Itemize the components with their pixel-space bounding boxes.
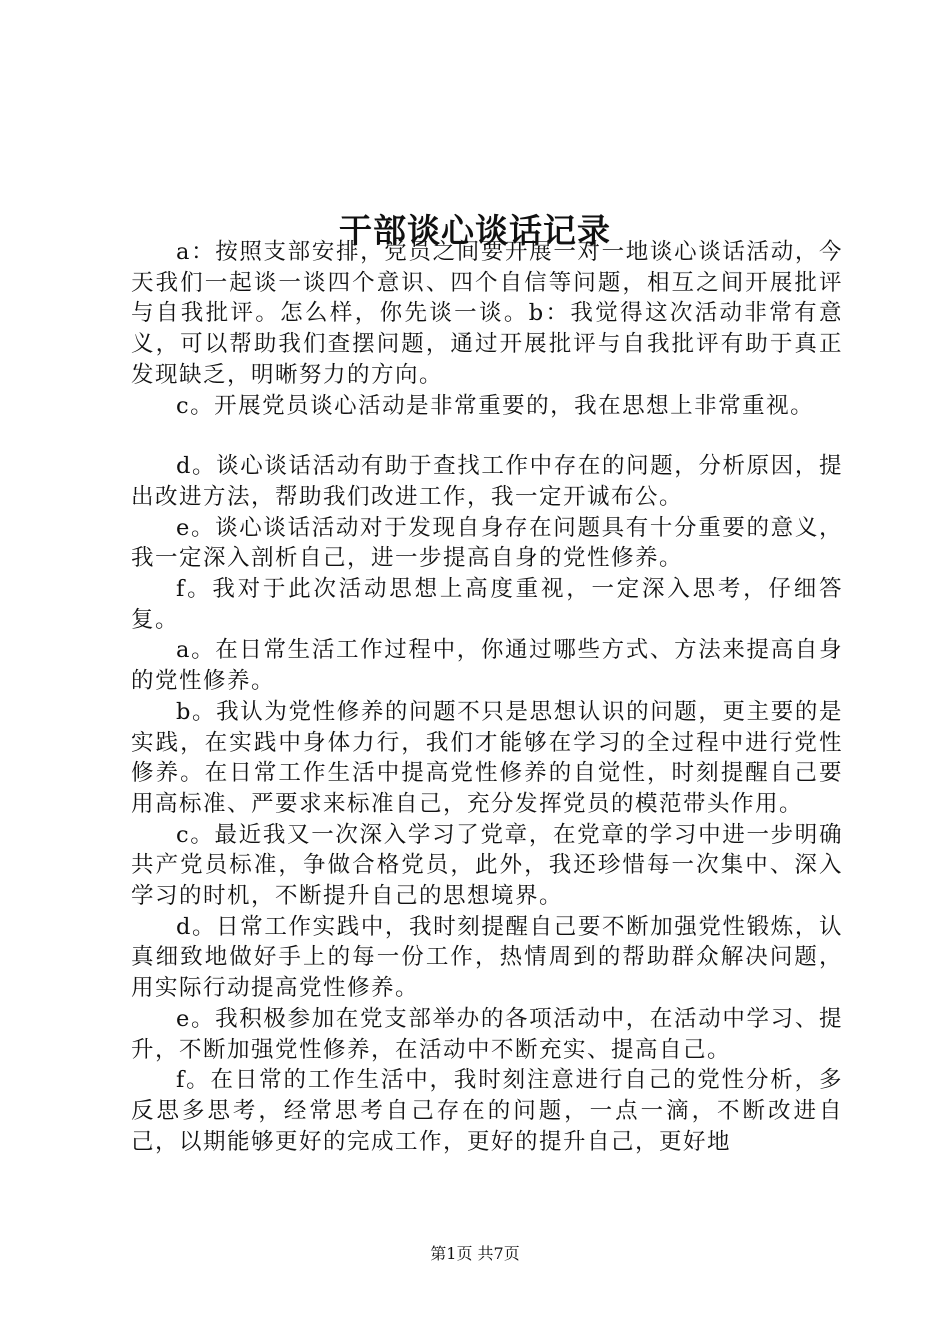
paragraph: e。谈心谈话活动对于发现自身存在问题具有十分重要的意义，我一定深入剖析自己，进一步提高自身的党性修养。 — [131, 514, 843, 572]
paragraph: c。最近我又一次深入学习了党章，在党章的学习中进一步明确共产党员标准，争做合格党员，此外，我还珍惜每一次集中、深入学习的时机，不断提升自己的思想境界。 — [131, 821, 843, 910]
paragraph: f。在日常的工作生活中，我时刻注意进行自己的党性分析，多反思多思考，经常思考自己存在的问题，一点一滴，不断改进自己，以期能够更好的完成工作，更好的提升自己，更好地 — [131, 1067, 843, 1155]
paragraph: d。日常工作实践中，我时刻提醒自己要不断加强党性锻炼，认真细致地做好手上的每一份工作，热情周到的帮助群众解决问题，用实际行动提高党性修养。 — [131, 913, 843, 1002]
document-title: 干部谈心谈话记录 — [339, 211, 611, 251]
paragraph: e。我积极参加在党支部举办的各项活动中，在活动中学习、提升，不断加强党性修养，在活动中不断充实、提高自己。 — [131, 1005, 843, 1063]
page-number: 第1页 共7页 — [430, 1244, 520, 1263]
document-body — [131, 237, 843, 1157]
paragraph: a：按照支部安排，党员之间要开展一对一地谈心谈话活动，今天我们一起谈一谈四个意识、四个自信等问题，相互之间开展批评与自我批评。怎么样，你先谈一谈。b：我觉得这次活动非常有意义，可以帮助我们查摆问题，通过开展批评与自我批评有助于真正发现缺乏，明晰努力的方向。 — [131, 239, 843, 388]
paragraph: f。我对于此次活动思想上高度重视，一定深入思考，仔细答复。 — [131, 576, 843, 633]
paragraph: a。在日常生活工作过程中，你通过哪些方式、方法来提高自身的党性修养。 — [131, 637, 843, 695]
paragraph: c。开展党员谈心活动是非常重要的，我在思想上非常重视。 — [176, 392, 815, 419]
paragraph: d。谈心谈话活动有助于查找工作中存在的问题，分析原因，提出改进方法，帮助我们改进工作，我一定开诚布公。 — [131, 453, 843, 510]
paragraph: b。我认为党性修养的问题不只是思想认识的问题，更主要的是实践，在实践中身体力行，我们才能够在学习的全过程中进行党性修养。在日常工作生活中提高党性修养的自觉性，时刻提醒自己要用高标准、严要求来标准自己，充分发挥党员的模范带头作用。 — [131, 698, 843, 817]
